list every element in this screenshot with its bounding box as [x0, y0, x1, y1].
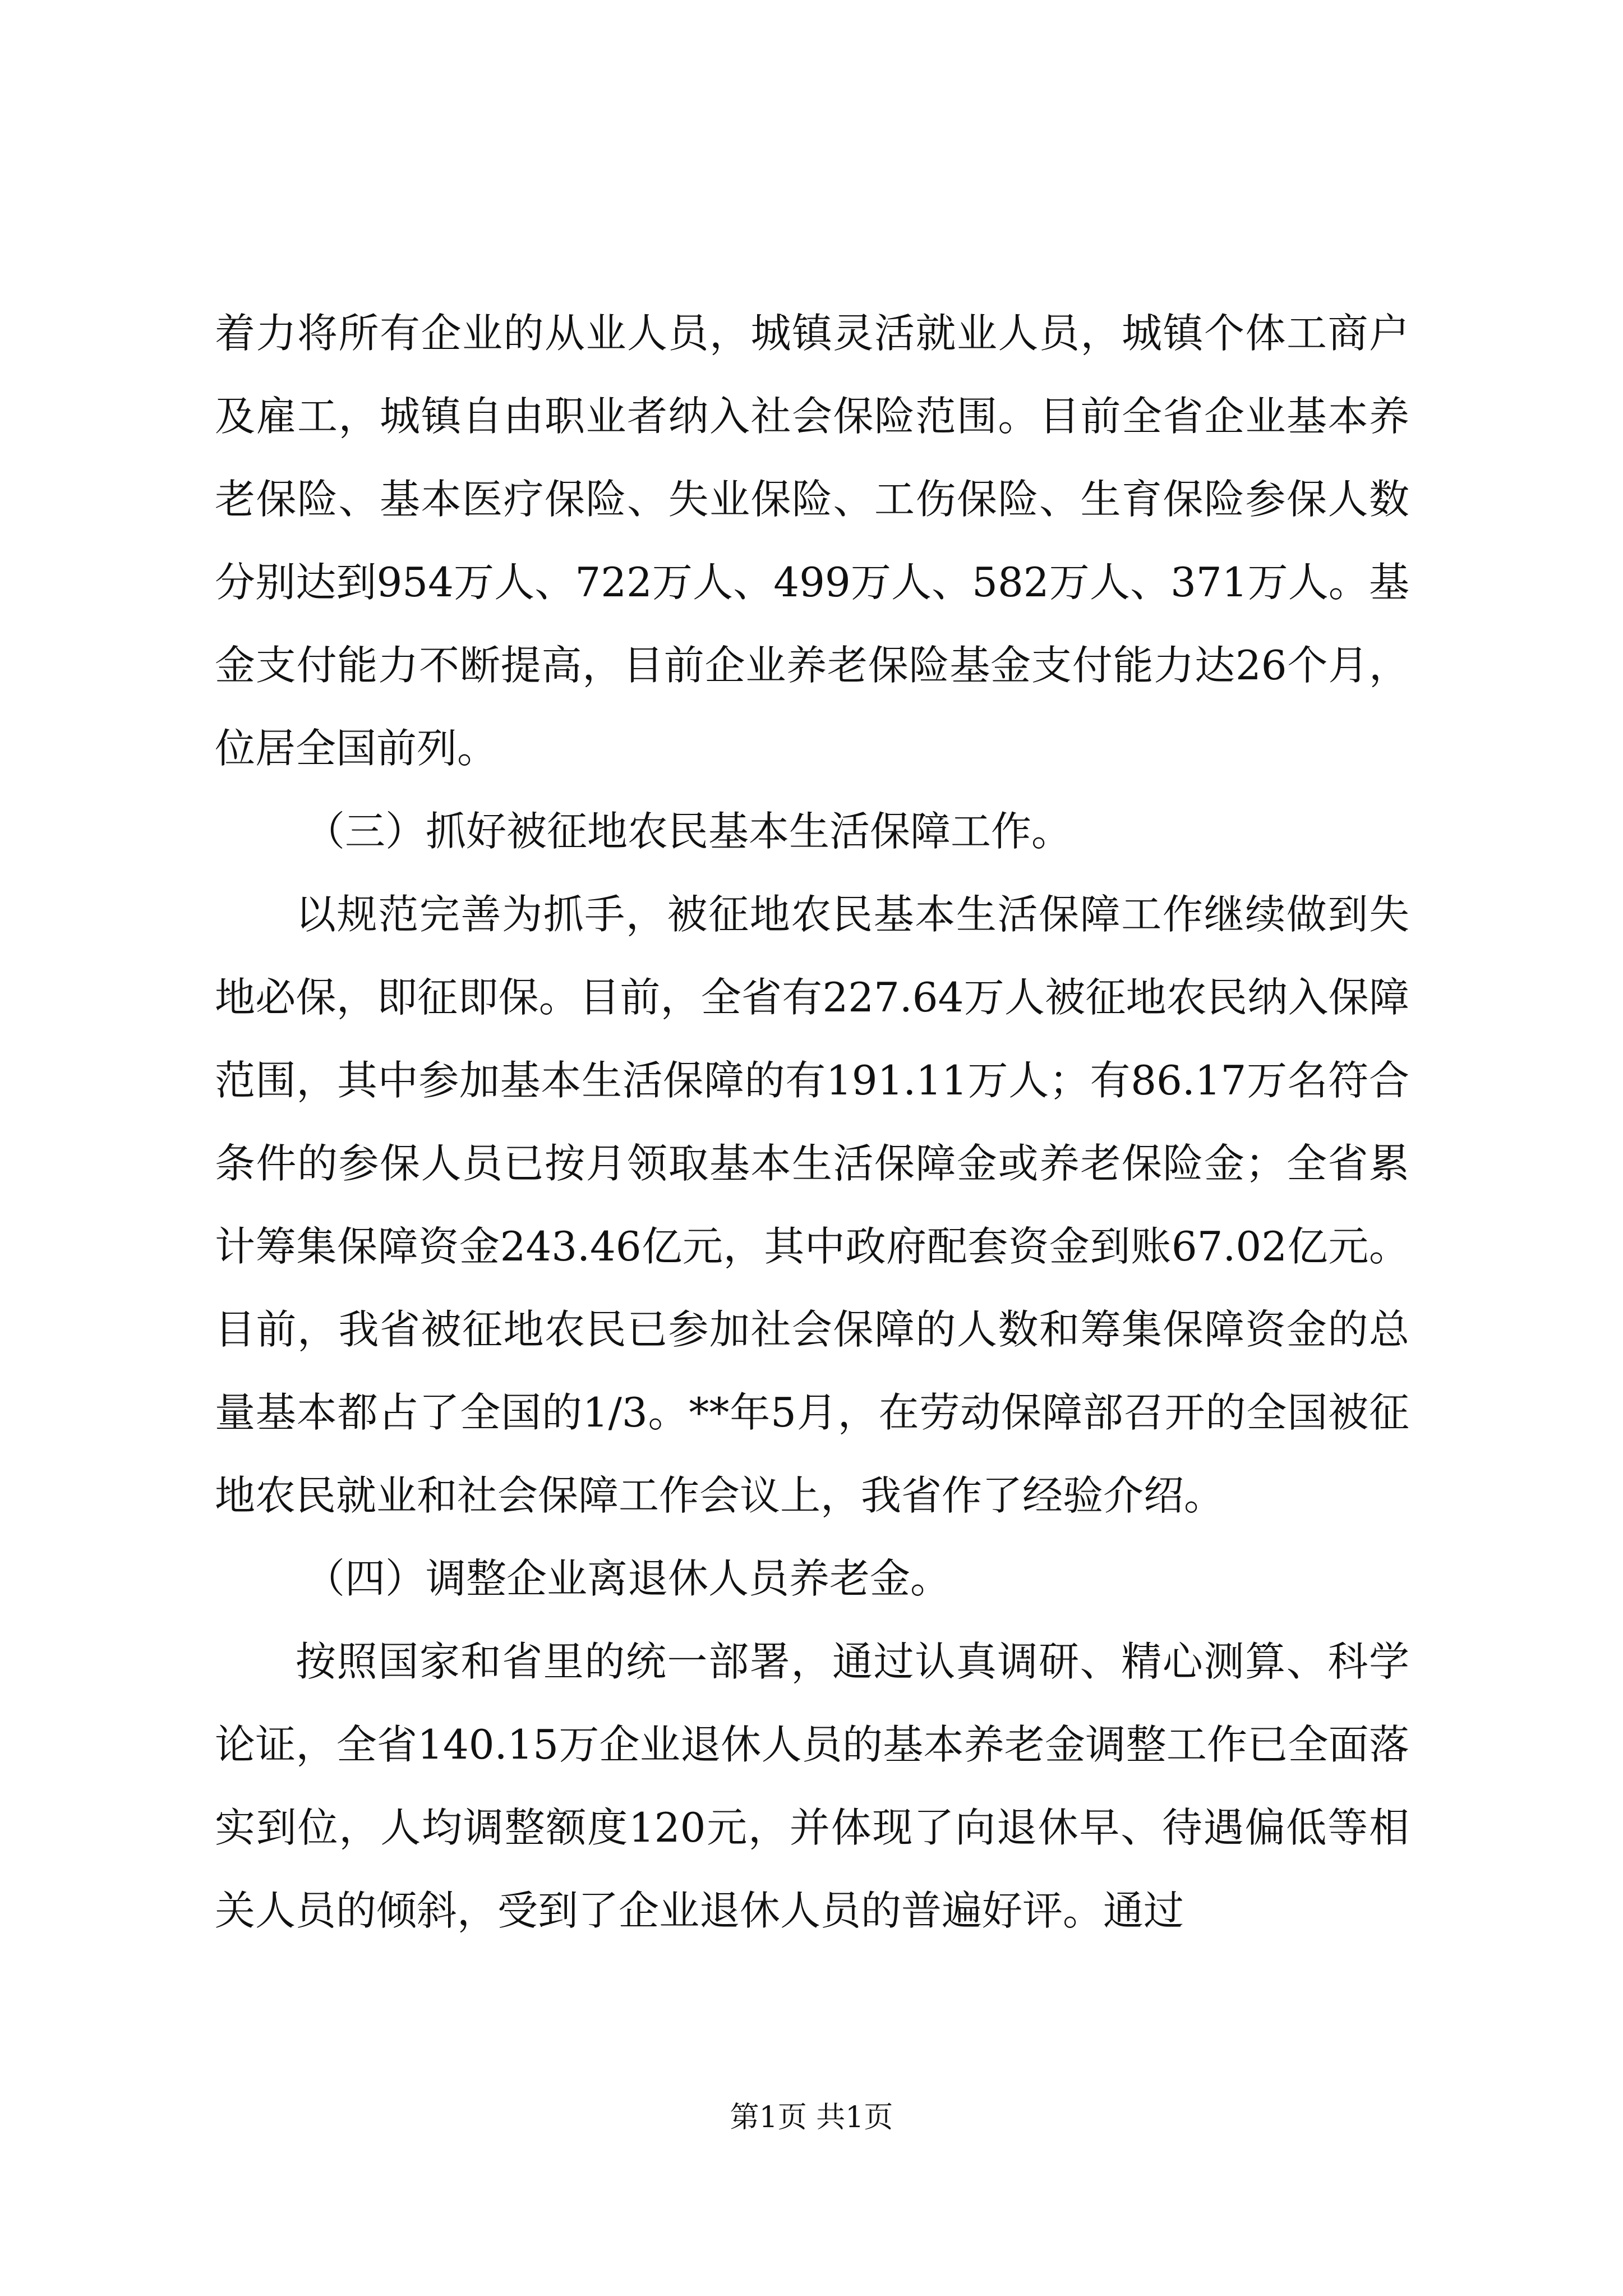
document-body: [215, 292, 1409, 1952]
paragraph-continuation: 着力将所有企业的从业人员，城镇灵活就业人员，城镇个体工商户及雇工，城镇自由职业者纳入社会保险范围。目前全省企业基本养老保险、基本医疗保险、失业保险、工伤保险、生育保险参保人数分别达到954万人、722万人、499万人、582万人、371万人。基金支付能力不断提高，目前企业养老保险基金支付能力达26个月，位居全国前列。: [215, 310, 1409, 772]
section-heading-three: （三）抓好被征地农民基本生活保障工作。: [305, 808, 1072, 855]
section-heading-four: （四）调整企业离退休人员养老金。: [305, 1555, 951, 1602]
page-footer: 第1页 共1页: [730, 2101, 893, 2134]
paragraph-land-expropriated-farmers: 以规范完善为抓手，被征地农民基本生活保障工作继续做到失地必保，即征即保。目前，全省有227.64万人被征地农民纳入保障范围，其中参加基本生活保障的有191.11万人；有86.17万名符合条件的参保人员已按月领取基本生活保障金或养老保险金；全省累计筹集保障资金243.46亿元，其中政府配套资金到账67.02亿元。目前，我省被征地农民已参加社会保障的人数和筹集保障资金的总量基本都占了全国的1/3。**年5月，在劳动保障部召开的全国被征地农民就业和社会保障工作会议上，我省作了经验介绍。: [215, 891, 1409, 1519]
paragraph-pension-adjustment: 按照国家和省里的统一部署，通过认真调研、精心测算、科学论证，全省140.15万企业退休人员的基本养老金调整工作已全面落实到位，人均调整额度120元，并体现了向退休早、待遇偏低等相关人员的倾斜，受到了企业退休人员的普遍好评。通过: [215, 1638, 1409, 1934]
